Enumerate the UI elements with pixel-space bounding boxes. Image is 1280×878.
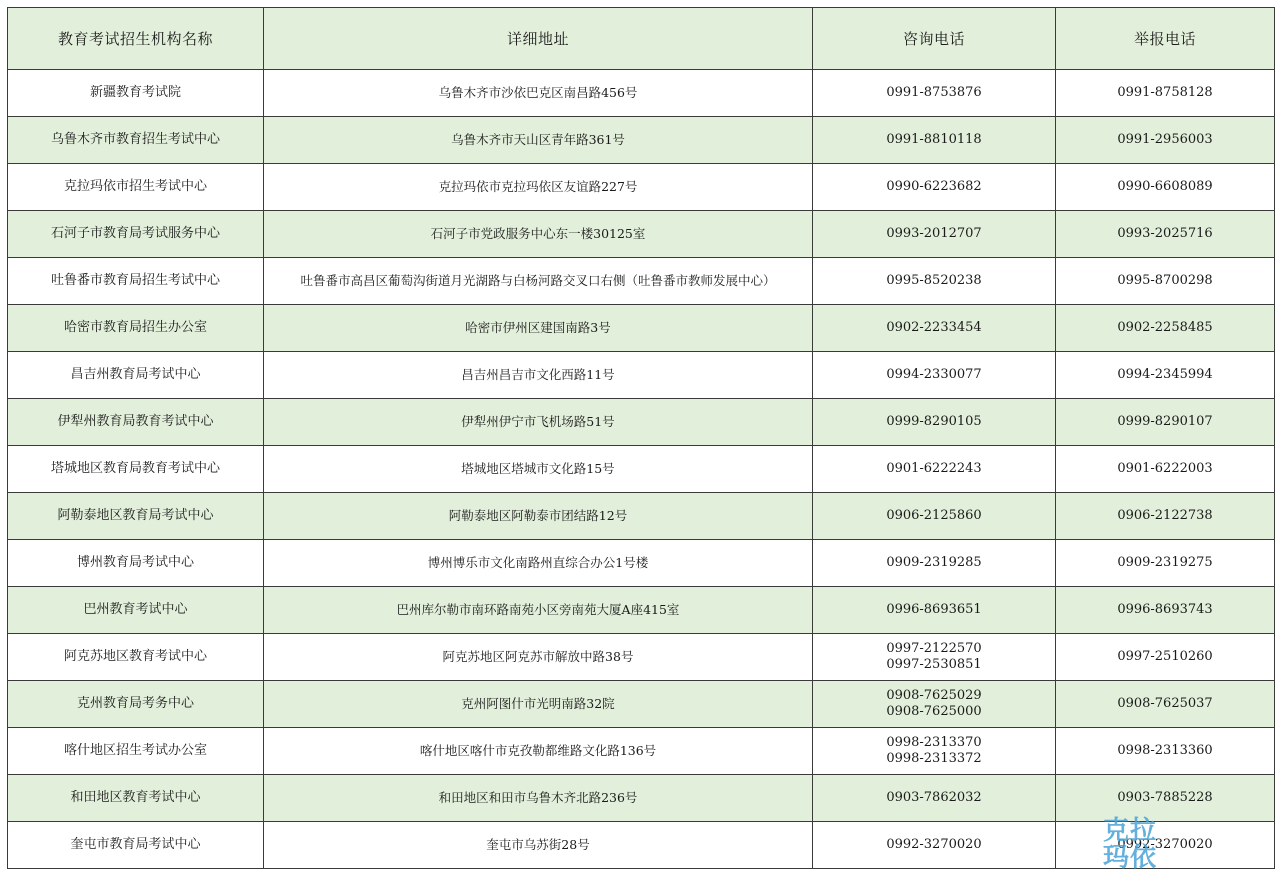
table-row (8, 117, 1275, 164)
report-phone-cell: 0990-6608089 (1056, 164, 1275, 211)
consult-phone-cell (813, 117, 1056, 164)
institution-name-cell: 伊犁州教育局教育考试中心 (8, 399, 264, 446)
table-row (8, 305, 1275, 352)
consult-phone-number: 0993-2012707 (886, 226, 982, 241)
address-cell: 阿克苏地区阿克苏市解放中路38号 (264, 634, 813, 681)
report-phone-cell: 0902-2258485 (1056, 305, 1275, 352)
table-row (8, 164, 1275, 211)
institution-name-cell: 克州教育局考务中心 (8, 681, 264, 728)
consult-phone-cell (813, 70, 1056, 117)
institution-name-cell: 奎屯市教育局考试中心 (8, 822, 264, 869)
consult-phone-number: 0990-6223682 (886, 179, 982, 194)
header-consult-phone: 咨询电话 (813, 8, 1056, 70)
table-row (8, 352, 1275, 399)
address-cell: 巴州库尔勒市南环路南苑小区旁南苑大厦A座415室 (264, 587, 813, 634)
table-row (8, 681, 1275, 728)
report-phone-cell: 0991-8758128 (1056, 70, 1275, 117)
address-cell: 乌鲁木齐市沙依巴克区南昌路456号 (264, 70, 813, 117)
address-cell: 喀什地区喀什市克孜勒都维路文化路136号 (264, 728, 813, 775)
report-phone-cell: 0992-3270020 (1056, 822, 1275, 869)
table-row (8, 70, 1275, 117)
address-cell: 奎屯市乌苏街28号 (264, 822, 813, 869)
institution-name-cell: 阿勒泰地区教育局考试中心 (8, 493, 264, 540)
report-phone-cell: 0906-2122738 (1056, 493, 1275, 540)
address-cell: 克拉玛依市克拉玛依区友谊路227号 (264, 164, 813, 211)
consult-phone-cell (813, 352, 1056, 399)
consult-phone-number: 0997-2530851 (886, 657, 982, 672)
consult-phone-cell (813, 587, 1056, 634)
consult-phone-number: 0992-3270020 (886, 837, 982, 852)
consult-phone-number: 0991-8753876 (886, 85, 982, 100)
address-cell: 哈密市伊州区建国南路3号 (264, 305, 813, 352)
report-phone-cell: 0991-2956003 (1056, 117, 1275, 164)
consult-phone-number: 0908-7625029 (886, 688, 982, 703)
consult-phone-number: 0909-2319285 (886, 555, 982, 570)
consult-phone-number: 0999-8290105 (886, 414, 982, 429)
table-row (8, 634, 1275, 681)
report-phone-cell: 0997-2510260 (1056, 634, 1275, 681)
address-cell: 石河子市党政服务中心东一楼30125室 (264, 211, 813, 258)
consult-phone-cell (813, 305, 1056, 352)
table-row (8, 493, 1275, 540)
report-phone-cell: 0903-7885228 (1056, 775, 1275, 822)
table-row (8, 822, 1275, 869)
table-row (8, 587, 1275, 634)
consult-phone-number: 0998-2313372 (886, 751, 982, 766)
watermark-logo: 克拉玛依 (1103, 816, 1158, 873)
institution-name-cell: 新疆教育考试院 (8, 70, 264, 117)
consult-phone-number: 0995-8520238 (886, 273, 982, 288)
institution-name-cell: 乌鲁木齐市教育招生考试中心 (8, 117, 264, 164)
consult-phone-cell (813, 634, 1056, 681)
consult-phone-number: 0908-7625000 (886, 704, 982, 719)
exam-institutions-table (7, 7, 1275, 869)
institution-name-cell: 吐鲁番市教育局招生考试中心 (8, 258, 264, 305)
consult-phone-cell (813, 728, 1056, 775)
institution-name-cell: 阿克苏地区教育考试中心 (8, 634, 264, 681)
report-phone-cell: 0901-6222003 (1056, 446, 1275, 493)
consult-phone-number: 0994-2330077 (886, 367, 982, 382)
consult-phone-number: 0991-8810118 (886, 132, 982, 147)
consult-phone-cell (813, 822, 1056, 869)
address-cell: 博州博乐市文化南路州直综合办公1号楼 (264, 540, 813, 587)
address-cell: 塔城地区塔城市文化路15号 (264, 446, 813, 493)
institution-name-cell: 昌吉州教育局考试中心 (8, 352, 264, 399)
institution-name-cell: 克拉玛依市招生考试中心 (8, 164, 264, 211)
address-cell: 阿勒泰地区阿勒泰市团结路12号 (264, 493, 813, 540)
consult-phone-number: 0996-8693651 (886, 602, 982, 617)
institution-name-cell: 喀什地区招生考试办公室 (8, 728, 264, 775)
institution-name-cell: 和田地区教育考试中心 (8, 775, 264, 822)
institution-name-cell: 博州教育局考试中心 (8, 540, 264, 587)
address-cell: 伊犁州伊宁市飞机场路51号 (264, 399, 813, 446)
consult-phone-number: 0997-2122570 (886, 641, 982, 656)
consult-phone-cell (813, 775, 1056, 822)
institution-name-cell: 巴州教育考试中心 (8, 587, 264, 634)
consult-phone-number: 0901-6222243 (886, 461, 982, 476)
consult-phone-cell (813, 681, 1056, 728)
table-row (8, 211, 1275, 258)
report-phone-cell: 0996-8693743 (1056, 587, 1275, 634)
report-phone-cell: 0998-2313360 (1056, 728, 1275, 775)
consult-phone-cell (813, 399, 1056, 446)
address-cell: 乌鲁木齐市天山区青年路361号 (264, 117, 813, 164)
header-institution-name: 教育考试招生机构名称 (8, 8, 264, 70)
address-cell: 和田地区和田市乌鲁木齐北路236号 (264, 775, 813, 822)
table-body (8, 70, 1275, 869)
table-row (8, 728, 1275, 775)
table-header-row (8, 8, 1275, 70)
consult-phone-cell (813, 164, 1056, 211)
report-phone-cell: 0995-8700298 (1056, 258, 1275, 305)
consult-phone-number: 0906-2125860 (886, 508, 982, 523)
report-phone-cell: 0908-7625037 (1056, 681, 1275, 728)
header-report-phone: 举报电话 (1056, 8, 1275, 70)
institution-name-cell: 石河子市教育局考试服务中心 (8, 211, 264, 258)
report-phone-cell: 0994-2345994 (1056, 352, 1275, 399)
table-row (8, 446, 1275, 493)
institution-name-cell: 塔城地区教育局教育考试中心 (8, 446, 264, 493)
consult-phone-number: 0998-2313370 (886, 735, 982, 750)
consult-phone-cell (813, 446, 1056, 493)
table-row (8, 540, 1275, 587)
consult-phone-cell (813, 258, 1056, 305)
table-row (8, 399, 1275, 446)
address-cell: 昌吉州昌吉市文化西路11号 (264, 352, 813, 399)
report-phone-cell: 0999-8290107 (1056, 399, 1275, 446)
table-row (8, 775, 1275, 822)
address-cell: 克州阿图什市光明南路32院 (264, 681, 813, 728)
address-cell: 吐鲁番市高昌区葡萄沟街道月光湖路与白杨河路交叉口右侧（吐鲁番市教师发展中心） (264, 258, 813, 305)
institution-name-cell: 哈密市教育局招生办公室 (8, 305, 264, 352)
consult-phone-cell (813, 211, 1056, 258)
header-address: 详细地址 (264, 8, 813, 70)
consult-phone-cell (813, 493, 1056, 540)
consult-phone-cell (813, 540, 1056, 587)
consult-phone-number: 0903-7862032 (886, 790, 982, 805)
report-phone-cell: 0993-2025716 (1056, 211, 1275, 258)
table-row (8, 258, 1275, 305)
report-phone-cell: 0909-2319275 (1056, 540, 1275, 587)
consult-phone-number: 0902-2233454 (886, 320, 982, 335)
